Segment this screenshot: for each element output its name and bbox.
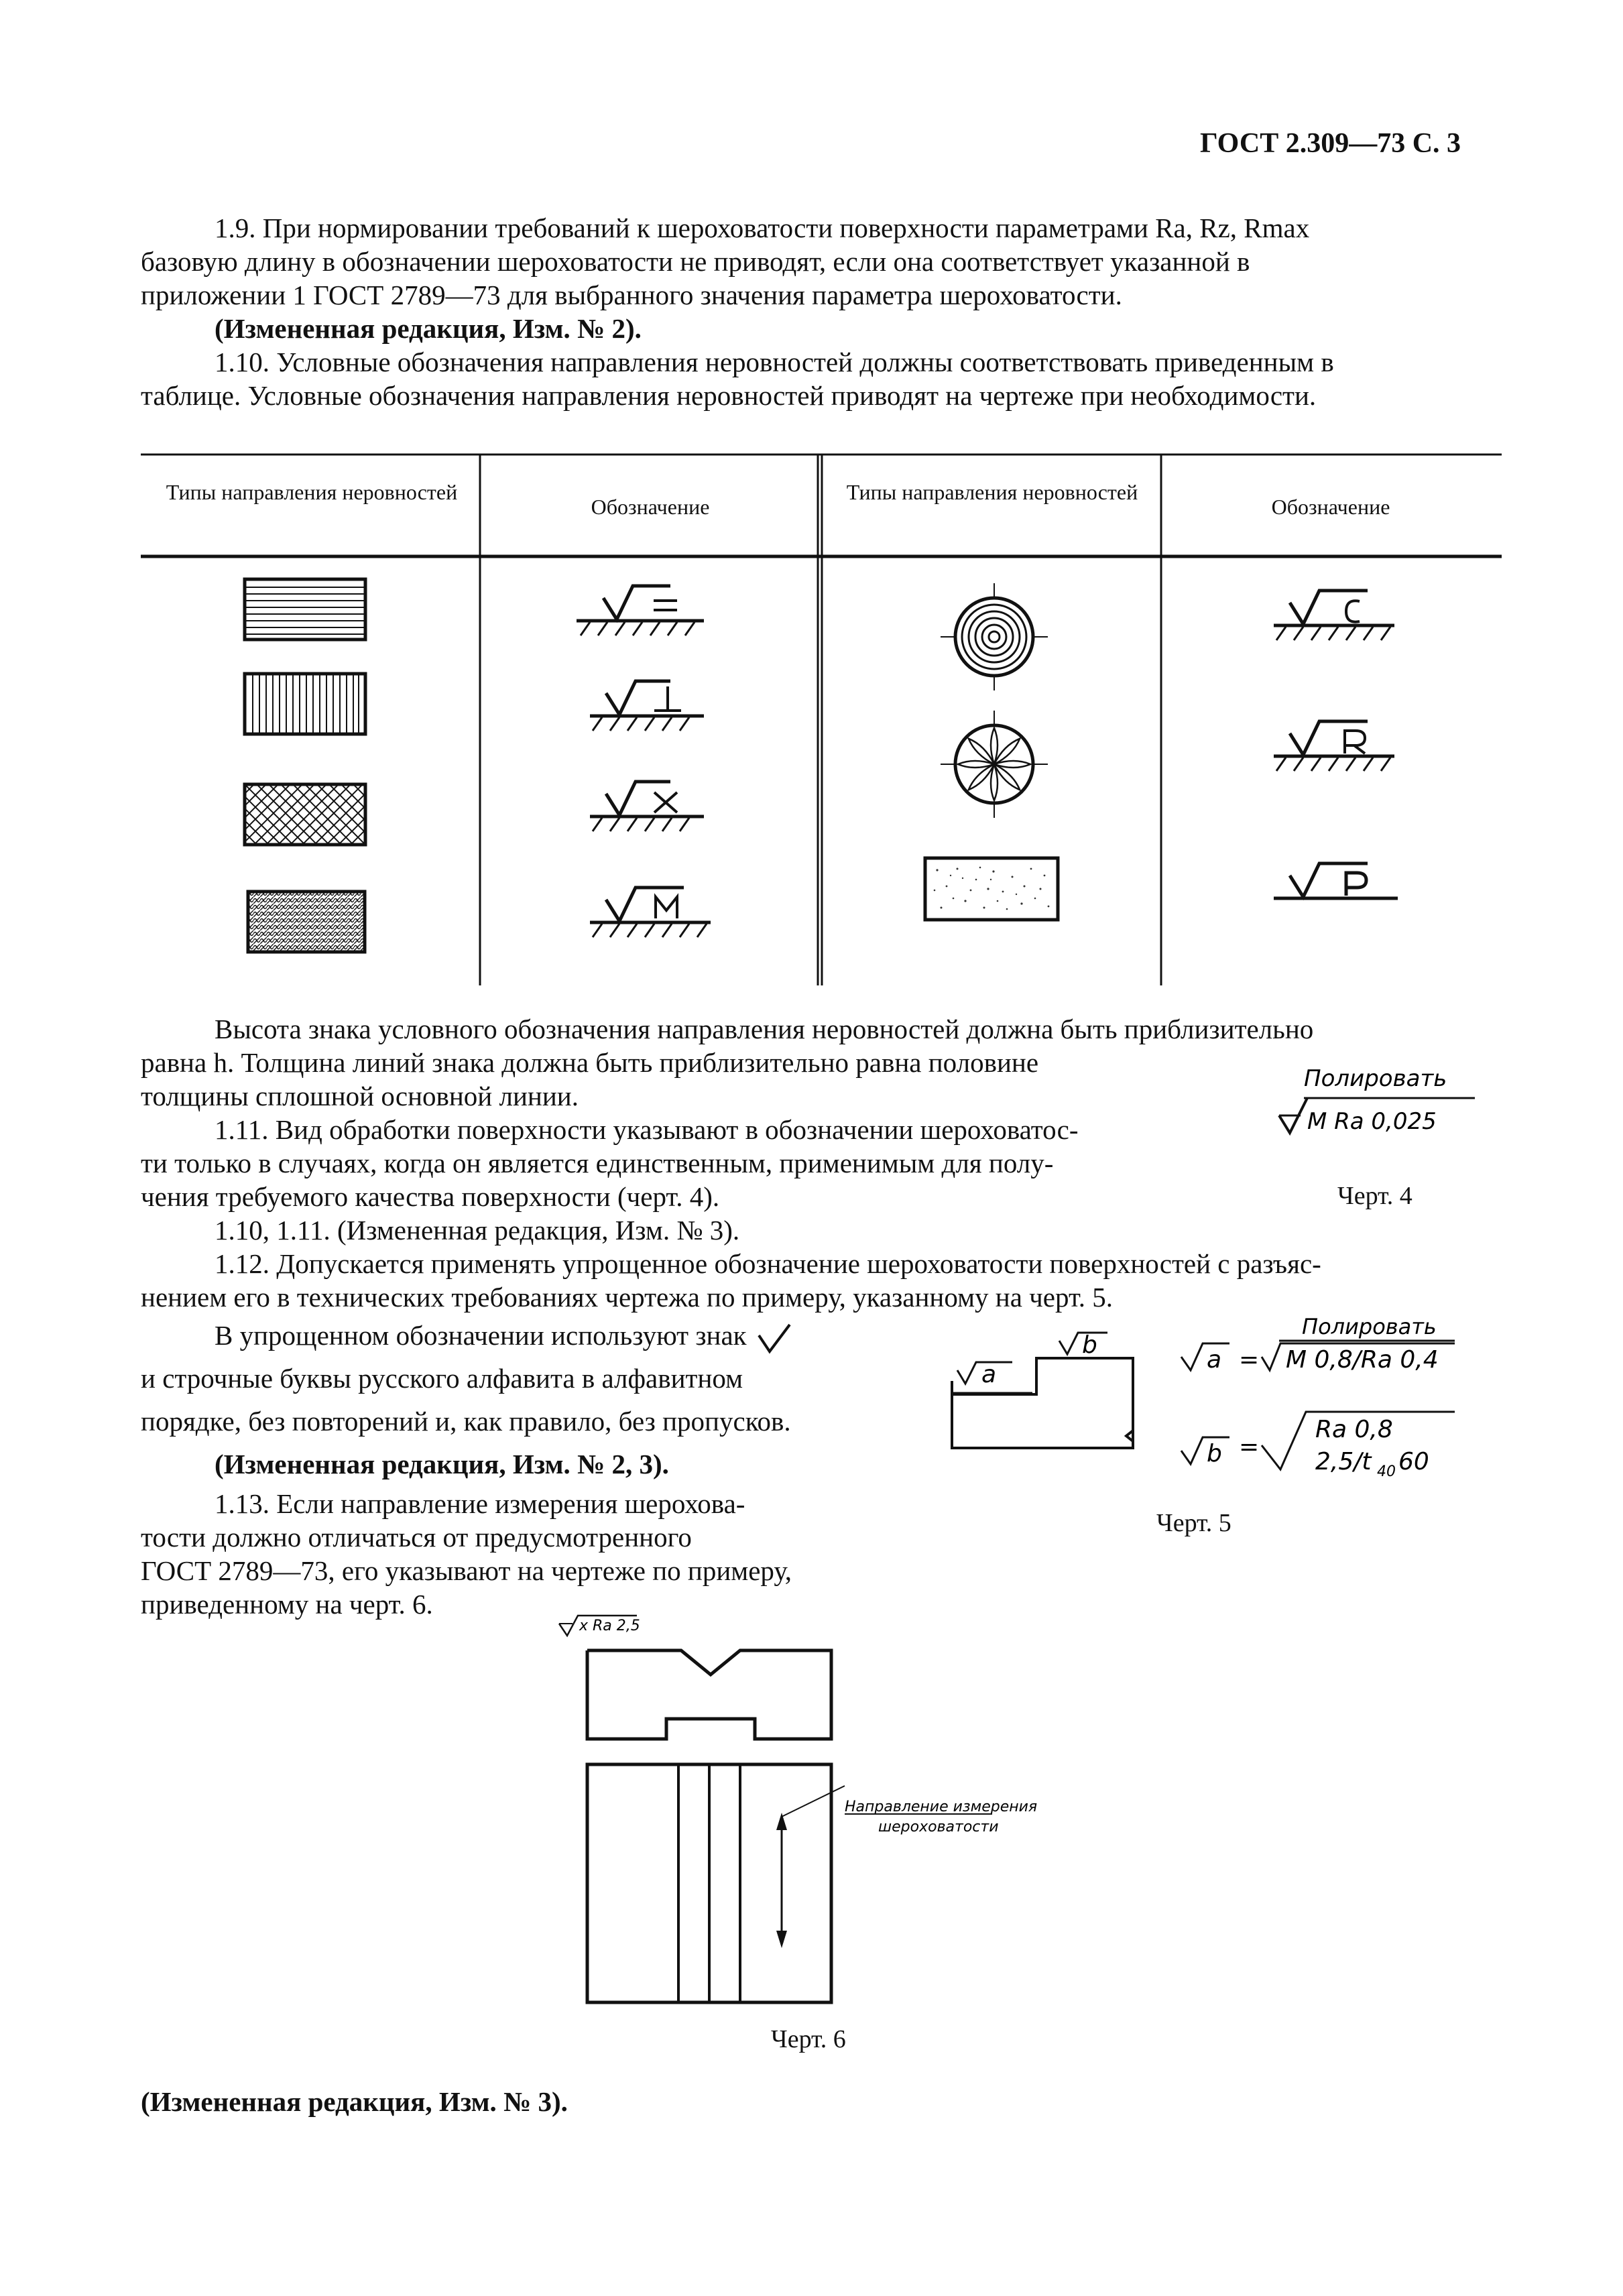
p112-line3-text: В упрощенном обозначении используют знак xyxy=(215,1320,747,1351)
symbol-radial-icon xyxy=(1274,717,1408,784)
p112-line4: и строчные буквы русского алфавита в алфавитном xyxy=(141,1363,743,1394)
fig5-eq-b-top: Ra 0,8 xyxy=(1315,1416,1393,1443)
fig5-letter-a: a xyxy=(981,1361,997,1388)
pattern-point xyxy=(924,857,1061,924)
fig6-drawing xyxy=(550,1609,1086,2038)
fig5-eq-a-value: M 0,8/Ra 0,4 xyxy=(1286,1346,1439,1374)
fig5-eq-b-letter: b xyxy=(1207,1440,1222,1467)
p19-line3: приложении 1 ГОСТ 2789—73 для выбранного значения параметра шероховатости. xyxy=(141,280,1122,310)
symbol-perpendicular-icon xyxy=(590,677,724,744)
paragraph-1-13 xyxy=(141,1487,892,1621)
p19-line2: базовую длину в обозначении шероховатости не приводят, если она соответствует указанной в xyxy=(141,246,1250,277)
fig5-eq-b-sub: 40 xyxy=(1377,1463,1396,1480)
p112-line3 xyxy=(141,1314,892,1357)
p113-line4: приведенному на черт. 6. xyxy=(141,1589,433,1620)
fig6-note-line2: шероховатости xyxy=(878,1819,999,1835)
paragraph-1-12-cont xyxy=(141,1314,892,1486)
final-amend: (Измененная редакция, Изм. № 3). xyxy=(141,2086,568,2117)
p111-amend: 1.10, 1.11. (Измененная редакция, Изм. № 3). xyxy=(215,1215,740,1246)
fig5-letter-b: b xyxy=(1082,1331,1097,1359)
p113-line3: ГОСТ 2789—73, его указывают на чертеже по примеру, xyxy=(141,1555,792,1586)
fig4-symbol xyxy=(1274,1059,1495,1160)
fig5-eq-a-equals: = xyxy=(1239,1346,1260,1374)
fig5-eq-b-tail: 60 xyxy=(1398,1448,1429,1475)
fig5-eq-b-equals: = xyxy=(1239,1433,1260,1461)
fig4-caption: Черт. 4 xyxy=(1337,1182,1412,1210)
pattern-parallel-horizontal xyxy=(243,578,367,642)
fig5-drawing xyxy=(932,1314,1508,1515)
p111-line2: ти только в случаях, когда он является единственным, применимым для полу- xyxy=(141,1148,1054,1179)
amend-1-10-1-11 xyxy=(141,1213,1502,1314)
p112-line2: нением его в технических требованиях чертежа по примеру, указанному на черт. 5. xyxy=(141,1282,1114,1313)
fig6-caption: Черт. 6 xyxy=(771,2025,846,2053)
p110-line1: 1.10. Условные обозначения направления неровностей должны соответствовать приведенным в xyxy=(215,347,1334,377)
fig4-label: Полировать xyxy=(1304,1065,1447,1092)
pattern-radial xyxy=(941,711,1048,818)
symbol-crossing-icon xyxy=(590,778,724,845)
fig6-symbol: x Ra 2,5 xyxy=(579,1618,640,1634)
fig6-note-line1: Направление измерения xyxy=(845,1799,1038,1815)
pattern-circular xyxy=(941,583,1048,690)
paragraph-after-table xyxy=(141,1012,1502,1046)
after-table-line2: равна h. Толщина линий знака должна быть приблизительно равна половине xyxy=(141,1047,1039,1078)
pattern-perpendicular-vertical xyxy=(243,672,367,736)
p112-amend: (Измененная редакция, Изм. № 2, 3). xyxy=(215,1449,669,1479)
pattern-crossing xyxy=(243,783,367,847)
p19-line1: 1.9. При нормировании требований к шероховатости поверхности параметрами Ra, Rz, Rmax xyxy=(215,213,1310,243)
fig5-label: Полировать xyxy=(1302,1314,1437,1339)
table-header-col1: Типы направления неровностей xyxy=(166,480,458,504)
symbol-circular-icon xyxy=(1274,587,1408,654)
after-table-line3: толщины сплошной основной линии. xyxy=(141,1081,579,1111)
p111-line1: 1.11. Вид обработки поверхности указывают в обозначении шероховатос- xyxy=(215,1114,1079,1145)
p112-line5: порядке, без повторений и, как правило, без пропусков. xyxy=(141,1406,791,1437)
symbol-parallel-icon xyxy=(577,582,724,649)
table-header-col4: Обозначение xyxy=(1271,495,1390,519)
fig5-eq-a-letter: a xyxy=(1207,1346,1222,1374)
p19-amend: (Измененная редакция, Изм. № 2). xyxy=(215,313,642,344)
symbol-multidirectional-icon xyxy=(590,884,731,951)
p113-line2: тости должно отличаться от предусмотренного xyxy=(141,1522,692,1553)
table-header-col3: Типы направления неровностей xyxy=(846,480,1138,504)
table-header-col2: Обозначение xyxy=(591,495,710,519)
fig5-eq-b-bottom: 2,5/t xyxy=(1315,1448,1372,1475)
pattern-multidirectional xyxy=(247,890,367,954)
fig5-caption: Черт. 5 xyxy=(1156,1509,1231,1537)
p112-line1: 1.12. Допускается применять упрощенное обозначение шероховатости поверхностей с разъяс- xyxy=(215,1248,1321,1279)
fig4-symbol-text: M Ra 0,025 xyxy=(1307,1108,1437,1135)
p113-line1: 1.13. Если направление измерения шерохова- xyxy=(215,1488,745,1519)
p111-line3: чения требуемого качества поверхности (черт. 4). xyxy=(141,1181,720,1212)
p110-line2: таблице. Условные обозначения направления неровностей приводят на чертеже при необходимости. xyxy=(141,380,1317,411)
roughness-sign-icon xyxy=(754,1322,794,1355)
symbol-point-icon xyxy=(1274,859,1408,913)
after-table-line1: Высота знака условного обозначения направления неровностей должна быть приблизительно xyxy=(215,1014,1314,1044)
page-header: ГОСТ 2.309—73 С. 3 xyxy=(1200,128,1461,159)
paragraph-1-11 xyxy=(141,1046,1200,1213)
